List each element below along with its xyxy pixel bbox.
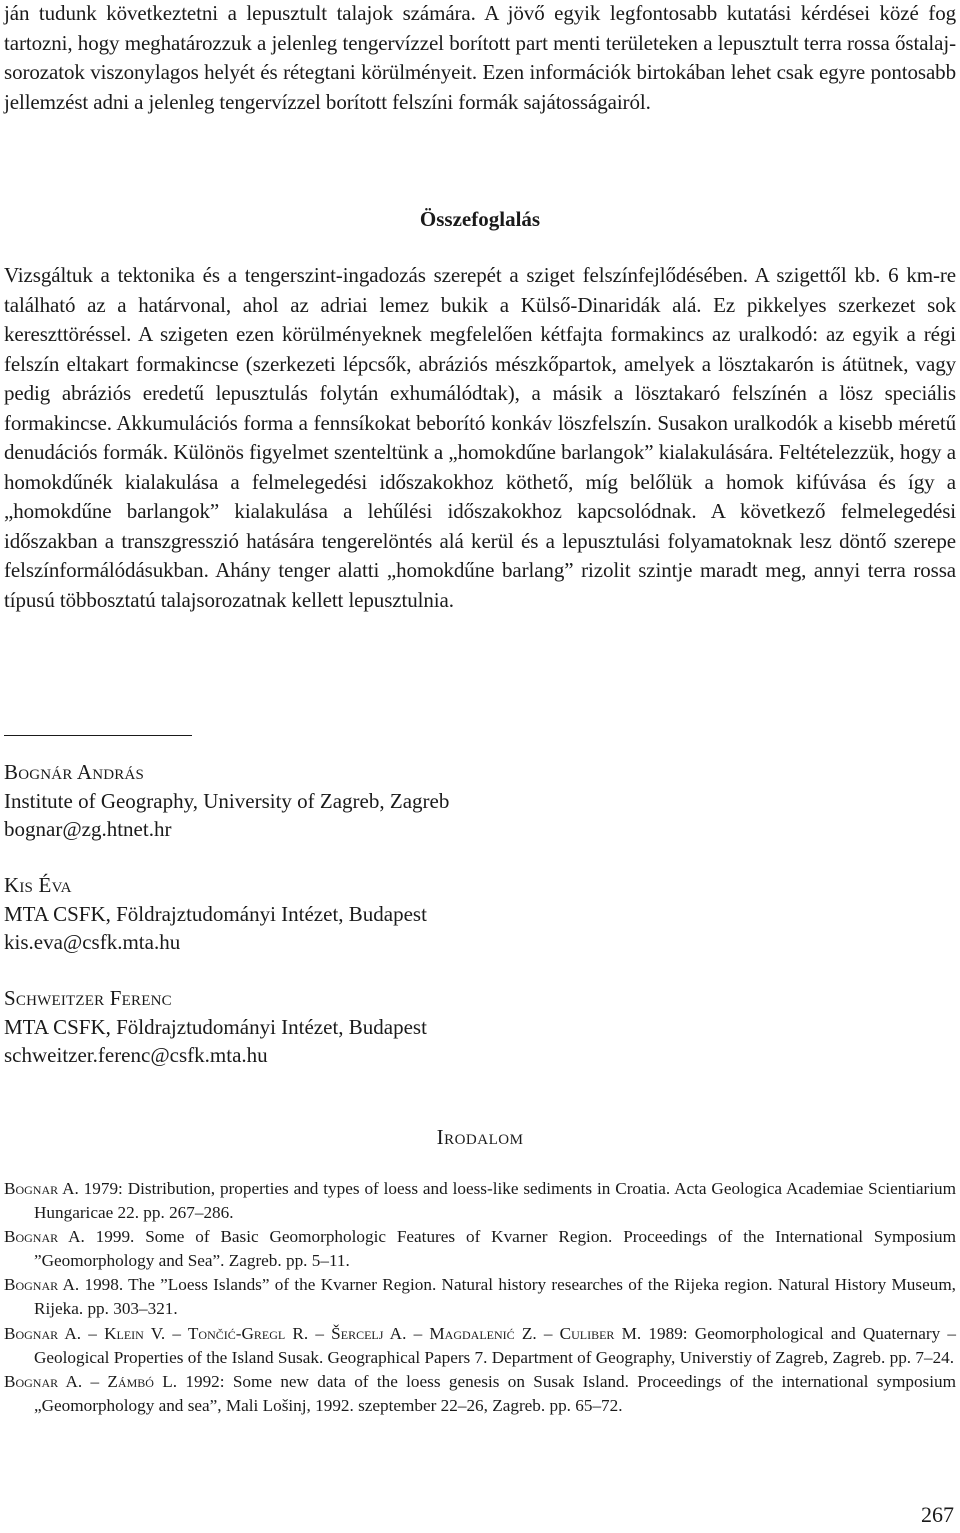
reference-item	[4, 1322, 956, 1370]
reference-text: 1998. The ”Loess Islands” of the Kvarner Region. Natural history researches of the Rijeka region. Natural History Museum, Rijeka. pp. 303–321.	[34, 1275, 956, 1319]
reference-authors: Bognar A. – Zámbó L.	[4, 1371, 178, 1391]
reference-text: 1992: Some new data of the loess genesis on Susak Island. Proceedings of the international symposium „Geomorphology and sea”, Mali Lošinj, 1992. szeptember 22–26, Zagreb. pp. 65–72.	[34, 1371, 956, 1415]
author-email[interactable]: schweitzer.ferenc@csfk.mta.hu	[4, 1043, 268, 1067]
author-affiliation: Institute of Geography, University of Zagreb, Zagreb	[4, 788, 450, 813]
author-name: Kis Éva	[4, 873, 72, 897]
reference-authors: Bognar A. – Klein V. – Tončić-Gregl R. – Šercelj A. – Magdalenić Z. – Culiber M.	[4, 1323, 642, 1343]
reference-authors: Bognar A.	[4, 1275, 80, 1295]
section-divider	[4, 735, 192, 736]
author-email[interactable]: kis.eva@csfk.mta.hu	[4, 930, 181, 954]
reference-text: 1979: Distribution, properties and types of loess and loess-like sediments in Croatia. Acta Geologica Academiae Scientiarium Hungaricae 22. pp. 267–286.	[34, 1179, 956, 1223]
reference-text: 1999. Some of Basic Geomorphologic Features of Kvarner Region. Proceedings of the International Symposium ”Geomorphology and Sea”. Zagreb. pp. 5–11.	[34, 1227, 956, 1271]
reference-item	[4, 1225, 956, 1273]
reference-list	[4, 1177, 956, 1418]
page-number: 267	[921, 1502, 954, 1527]
reference-item	[4, 1177, 956, 1225]
author-affiliation: MTA CSFK, Földrajztudományi Intézet, Budapest	[4, 901, 427, 926]
references-heading: Irodalom	[436, 1125, 524, 1149]
author-block	[4, 984, 904, 1070]
reference-authors: Bognar A.	[4, 1179, 79, 1198]
intro-paragraph: ján tudunk következtetni a lepusztult talajok számára. A jövő egyik legfontosabb kutatási kérdései közé fog tartozni, hogy meghatározzuk a jelenleg tengervízzel borított part menti területeken a lepusztult terra rossa őstalaj-sorozatok viszonylagos helyét és rétegtani körülményeit. Ezen információk birtokában lehet csak egyre pontosabb jellemzést adni a jelenleg tengervízzel borított felszíni formák sajátosságairól.	[4, 1, 956, 114]
reference-item	[4, 1273, 956, 1321]
author-block	[4, 871, 904, 957]
author-name: Bognár András	[4, 760, 145, 784]
reference-text: 1989: Geomorphological and Quaternary – Geological Properties of the Island Susak. Geographical Papers 7. Department of Geography, Universtiy of Zagreb, Zagreb. pp. 7–24.	[34, 1323, 956, 1367]
author-name: Schweitzer Ferenc	[4, 986, 172, 1010]
author-affiliation: MTA CSFK, Földrajztudományi Intézet, Budapest	[4, 1014, 427, 1039]
summary-heading: Összefoglalás	[419, 207, 541, 231]
reference-authors: Bognar A.	[4, 1227, 85, 1247]
author-block	[4, 758, 904, 844]
author-email[interactable]: bognar@zg.htnet.hr	[4, 817, 172, 841]
reference-item	[4, 1370, 956, 1418]
summary-paragraph: Vizsgáltuk a tektonika és a tengerszint-ingadozás szerepét a sziget felszínfejlődésében. A szigettől kb. 6 km-re található az a határvonal, ahol az adriai lemez bukik a Külső-Dinaridák alá. Ez pikkelyes szerkezet sok kereszttöréssel. A szigeten ezen körülményeknek megfelelően kétfajta formakincs az uralkodó: az egyik a régi felszín eltakart formakincse (szerkezeti lépcsők, abráziós mészkőpartok, amelyek a lösztakarón is átütnek, vagy pedig abráziós eredetű lepusztulás folytán exhumálódtak), a másik a lösztakaró felszínén a lösz speciális formakincse. Akkumulációs forma a fennsíkokat beborító konkáv löszfelszín. Susakon uralkodók a kisebb méretű denudációs formák. Különös figyelmet szenteltünk a „homokdűne barlangok” kialakulására. Feltételezzük, hogy a homokdűnék kialakulása a felmelegedési időszakokhoz köthető, míg belőlük a homok kifúvása és így a „homokdűne barlangok” kialakulása a lehűlési időszakokhoz kapcsolódnak. A következő felmelegedési időszakban a transzgresszió hatására tengerelöntés alá kerül és a lepusztulási folyamatoknak lesz döntő szerepe felszínformálódásukban. Ahány tenger alatti „homokdűne barlang” rizolit szintje maradt meg, annyi terra rossa típusú többosztatú talajsorozatnak kellett lepusztulnia.	[4, 263, 956, 612]
